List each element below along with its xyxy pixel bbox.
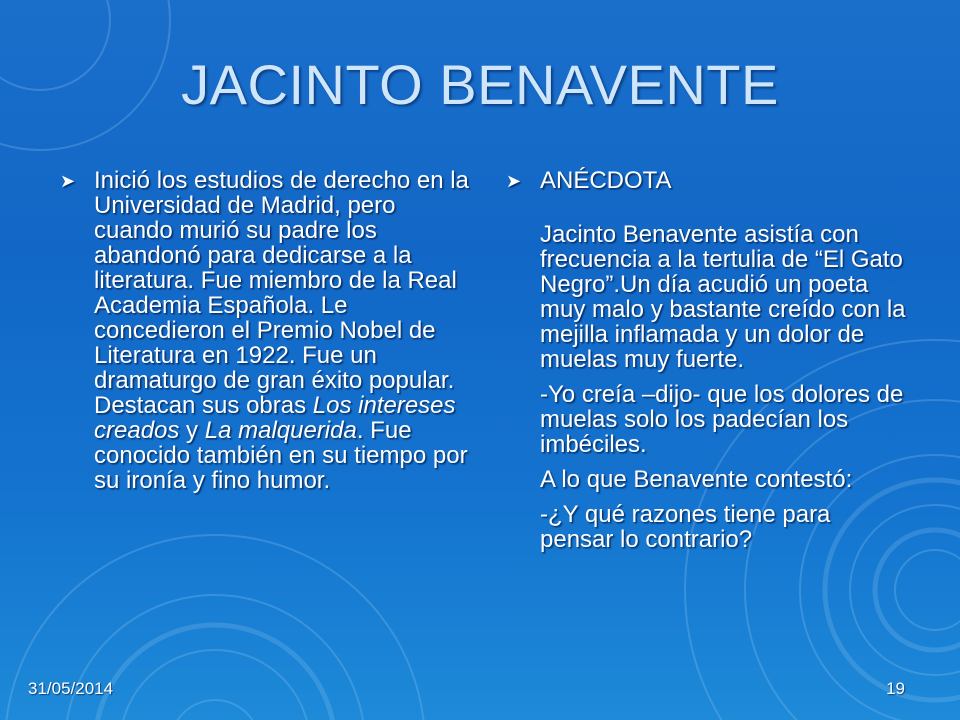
slide-title: JACINTO BENAVENTE <box>181 53 779 116</box>
work-title: Los intereses creados <box>94 392 456 444</box>
arrow-bullet-icon: ➤ <box>60 171 76 191</box>
anecdote-paragraph: -Yo creía –dijo- que los dolores de muelas solo los padecían los imbéciles. <box>540 381 904 458</box>
slide-number: 19 <box>886 679 905 698</box>
anecdote-paragraph: -¿Y qué razones tiene para pensar lo contrario? <box>540 501 831 553</box>
anecdote-paragraph: Jacinto Benavente asistía con frecuencia a la tertulia de “El Gato Negro”.Un día acudió un poeta muy malo y bastante creído con la mejilla inflamada y un dolor de muelas muy fuerte. <box>540 221 906 373</box>
right-bullet-item <box>506 168 906 194</box>
paragraph-text: Inició los estudios de derecho en la Universidad de Madrid, pero cuando murió su padre los abandonó para dedicarse a la literatura. Fue miembro de la Real Academia Española. Le concedieron el Premio Nobel de Literatura en 1922. Fue un dramaturgo de gran éxito popular. Destacan sus obras <box>94 167 469 419</box>
footer-date: 31/05/2014 <box>28 679 114 698</box>
right-column <box>506 168 906 552</box>
paragraph-text: y <box>179 417 205 444</box>
anecdote-paragraph: A lo que Benavente contestó: <box>540 466 853 493</box>
left-bullet-item <box>60 168 475 493</box>
arrow-bullet-icon: ➤ <box>506 171 522 191</box>
biography-paragraph <box>94 168 475 493</box>
anecdote-heading: ANÉCDOTA <box>540 167 672 194</box>
paragraph-text: . Fue conocido también en su tiempo por su ironía y fino humor. <box>94 417 468 494</box>
work-title: La malquerida <box>204 417 357 444</box>
left-column <box>60 168 475 493</box>
